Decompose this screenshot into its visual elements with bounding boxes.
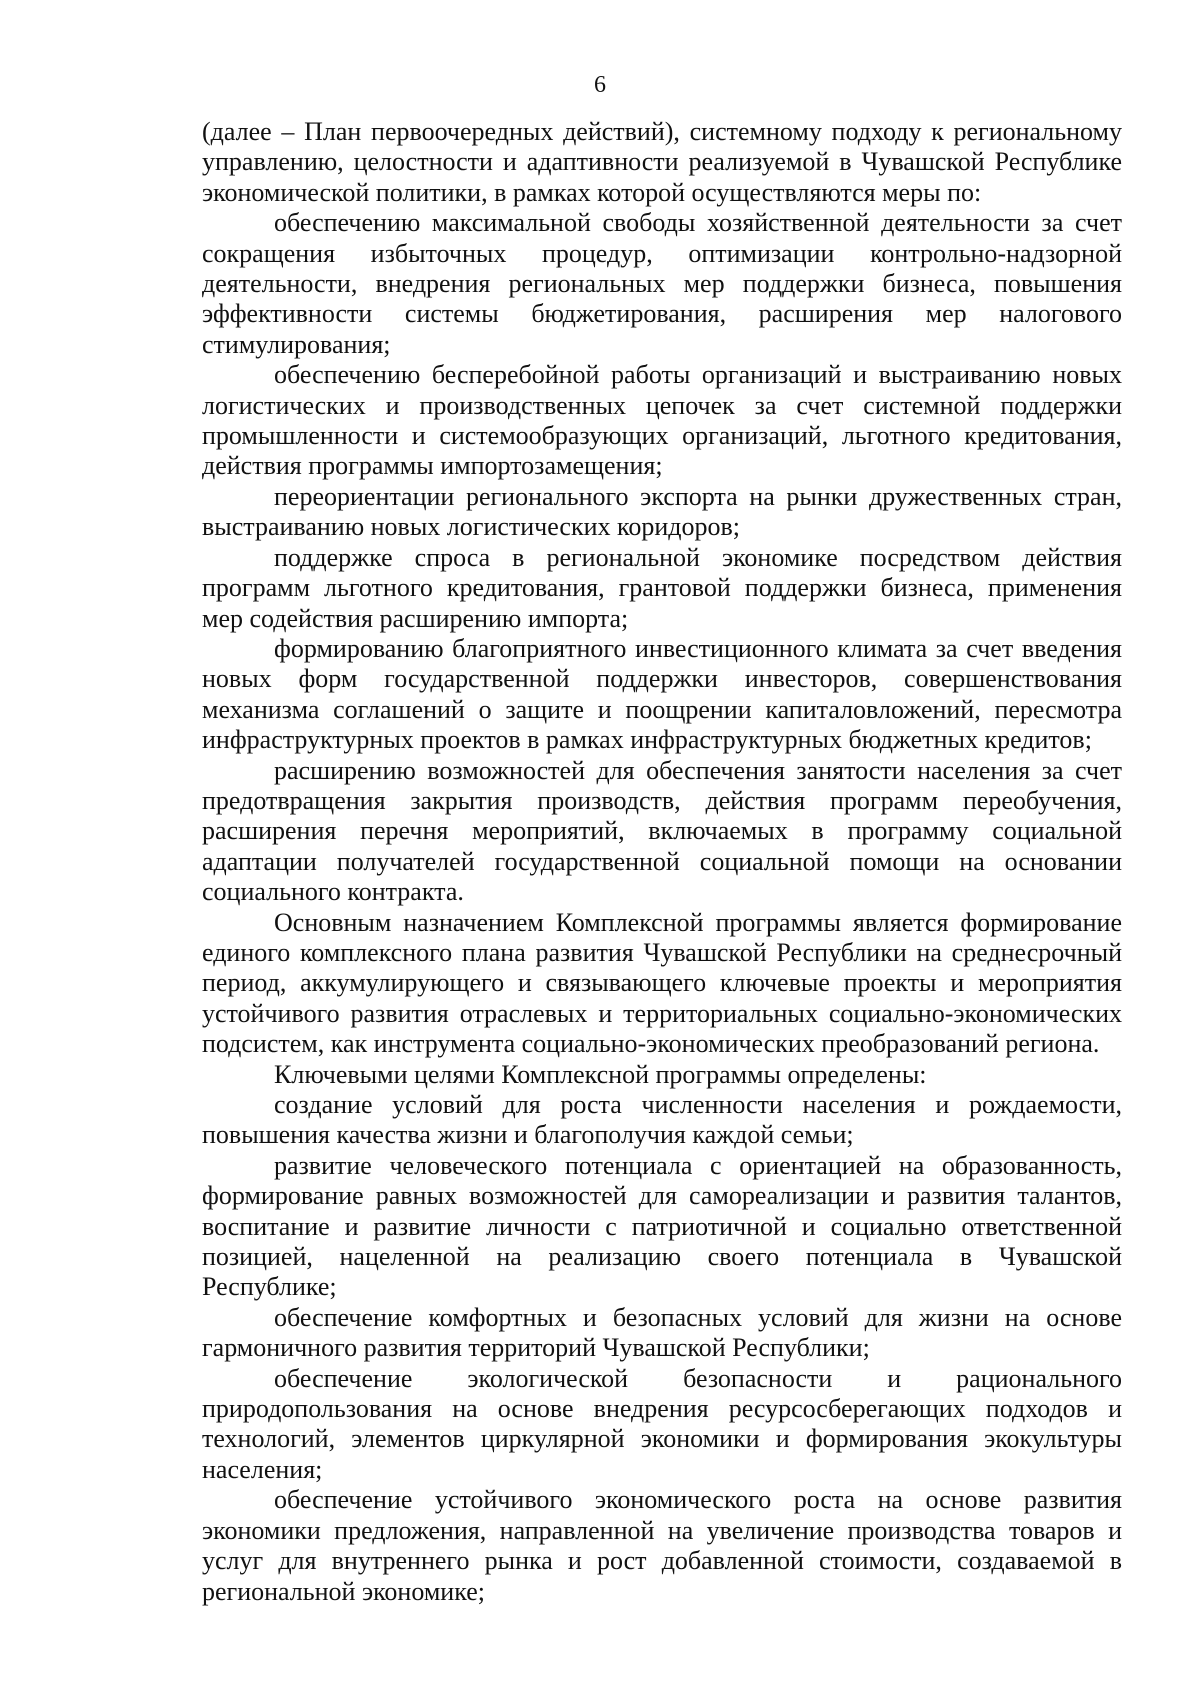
paragraph-key-goals-intro: Ключевыми целями Комплексной программы определены:: [274, 1059, 927, 1089]
paragraph-investment-climate: формированию благоприятного инвестиционного климата за счет введения новых форм государственной поддержки инвесторов, совершенствования механизма соглашений о защите и поощрении капиталовложений, пересмотра инфраструктурных проектов в рамках инфраструктурных бюджетных кредитов;: [202, 633, 1122, 755]
paragraph-plan-continuation: (далее – План первоочередных действий), системному подходу к региональному управлению, целостности и адаптивности реализуемой в Чувашской Республике экономической политики, в рамках которой осуществляются меры по:: [202, 117, 1122, 207]
paragraph-goal-human-potential: развитие человеческого потенциала с ориентацией на образованность, формирование равных возможностей для самореализации и развития талантов, воспитание и развитие личности с патриотичной и социально ответственной позицией, нацеленной на реализацию своего потенциала в Чувашской Республике;: [202, 1150, 1122, 1302]
page-number: 6: [594, 72, 606, 98]
paragraph-export-reorientation: переориентации регионального экспорта на рынки дружественных стран, выстраиванию новых логистических коридоров;: [202, 481, 1122, 542]
paragraph-goal-ecology: обеспечение экологической безопасности и рационального природопользования на основе внедрения ресурсосберегающих подходов и технологий, элементов циркулярной экономики и формирования экокультуры населения;: [202, 1363, 1122, 1484]
document-body: [202, 117, 1122, 1607]
paragraph-business-freedom: обеспечению максимальной свободы хозяйственной деятельности за счет сокращения избыточных процедур, оптимизации контрольно-надзорной деятельности, внедрения региональных мер поддержки бизнеса, повышения эффективности системы бюджетирования, расширения мер налогового стимулирования;: [202, 208, 1122, 359]
paragraph-goal-economic-growth: обеспечение устойчивого экономического роста на основе развития экономики предложения, направленной на увеличение производства товаров и услуг для внутреннего рынка и рост добавленной стоимости, создаваемой в региональной экономике;: [202, 1485, 1122, 1606]
paragraph-goal-population: создание условий для роста численности населения и рождаемости, повышения качества жизни и благополучия каждой семьи;: [202, 1090, 1122, 1150]
paragraph-uninterrupted-operation: обеспечению бесперебойной работы организаций и выстраиванию новых логистических и производственных цепочек за счет системной поддержки промышленности и системообразующих организаций, льготного кредитования, действия программы импортозамещения;: [202, 360, 1122, 481]
paragraph-program-purpose: Основным назначением Комплексной программы является формирование единого комплексного плана развития Чувашской Республики на среднесрочный период, аккумулирующего и связывающего ключевые проекты и мероприятия устойчивого развития отраслевых и территориальных социально-экономических подсистем, как инструмента социально-экономических преобразований региона.: [202, 907, 1122, 1059]
paragraph-demand-support: поддержке спроса в региональной экономике посредством действия программ льготного кредитования, грантовой поддержки бизнеса, применения мер содействия расширению импорта;: [202, 542, 1122, 633]
paragraph-goal-comfortable-living: обеспечение комфортных и безопасных условий для жизни на основе гармоничного развития территорий Чувашской Республики;: [202, 1302, 1122, 1363]
paragraph-employment: расширению возможностей для обеспечения занятости населения за счет предотвращения закрытия производств, действия программ переобучения, расширения перечня мероприятий, включаемых в программу социальной адаптации получателей государственной социальной помощи на основании социального контракта.: [202, 755, 1122, 907]
